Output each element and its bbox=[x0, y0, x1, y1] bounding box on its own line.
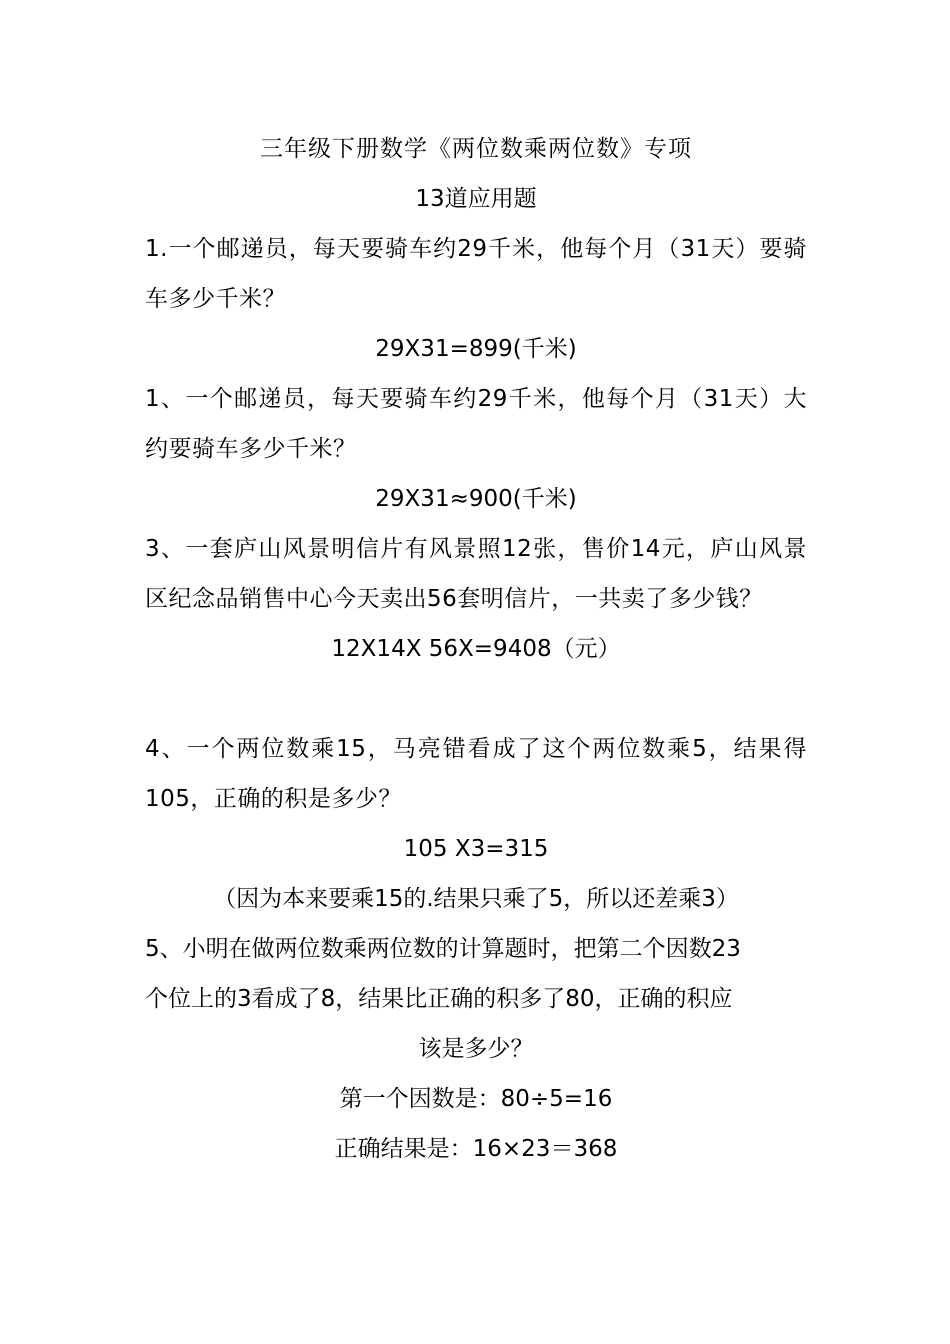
question-3: 3、一套庐山风景明信片有风景照12张，售价14元，庐山风景区纪念品销售中心今天卖出56套明信片，一共卖了多少钱？ bbox=[145, 536, 807, 612]
document-title: 三年级下册数学《两位数乘两位数》专项 bbox=[260, 136, 692, 162]
answer-1: 29X31=899(千米) bbox=[375, 336, 577, 362]
answer-5-step-2: 正确结果是：16×23＝368 bbox=[334, 1136, 618, 1162]
question-5-line-2: 个位上的3看成了8，结果比正确的积多了80，正确的积应 bbox=[145, 986, 733, 1012]
document-page bbox=[145, 124, 807, 1174]
answer-4: 105 X3=315 bbox=[403, 836, 549, 862]
answer-3: 12X14X 56X=9408（元） bbox=[331, 636, 621, 662]
answer-4-explanation: （因为本来要乘15的.结果只乘了5，所以还差乘3） bbox=[213, 886, 739, 912]
question-5-line-1: 5、小明在做两位数乘两位数的计算题时，把第二个因数23 bbox=[145, 936, 741, 962]
answer-5-step-1: 第一个因数是：80÷5=16 bbox=[339, 1086, 613, 1112]
question-4: 4、一个两位数乘15，马亮错看成了这个两位数乘5，结果得105，正确的积是多少？ bbox=[145, 736, 807, 812]
question-5-line-3: 该是多少？ bbox=[418, 1036, 534, 1062]
question-1: 1.一个邮递员，每天要骑车约29千米，他每个月（31天）要骑车多少千米？ bbox=[145, 236, 807, 312]
blank-spacer bbox=[145, 674, 807, 724]
document-subtitle: 13道应用题 bbox=[415, 186, 537, 212]
answer-2: 29X31≈900(千米) bbox=[375, 486, 577, 512]
question-2: 1、一个邮递员，每天要骑车约29千米，他每个月（31天）大约要骑车多少千米？ bbox=[145, 386, 807, 462]
